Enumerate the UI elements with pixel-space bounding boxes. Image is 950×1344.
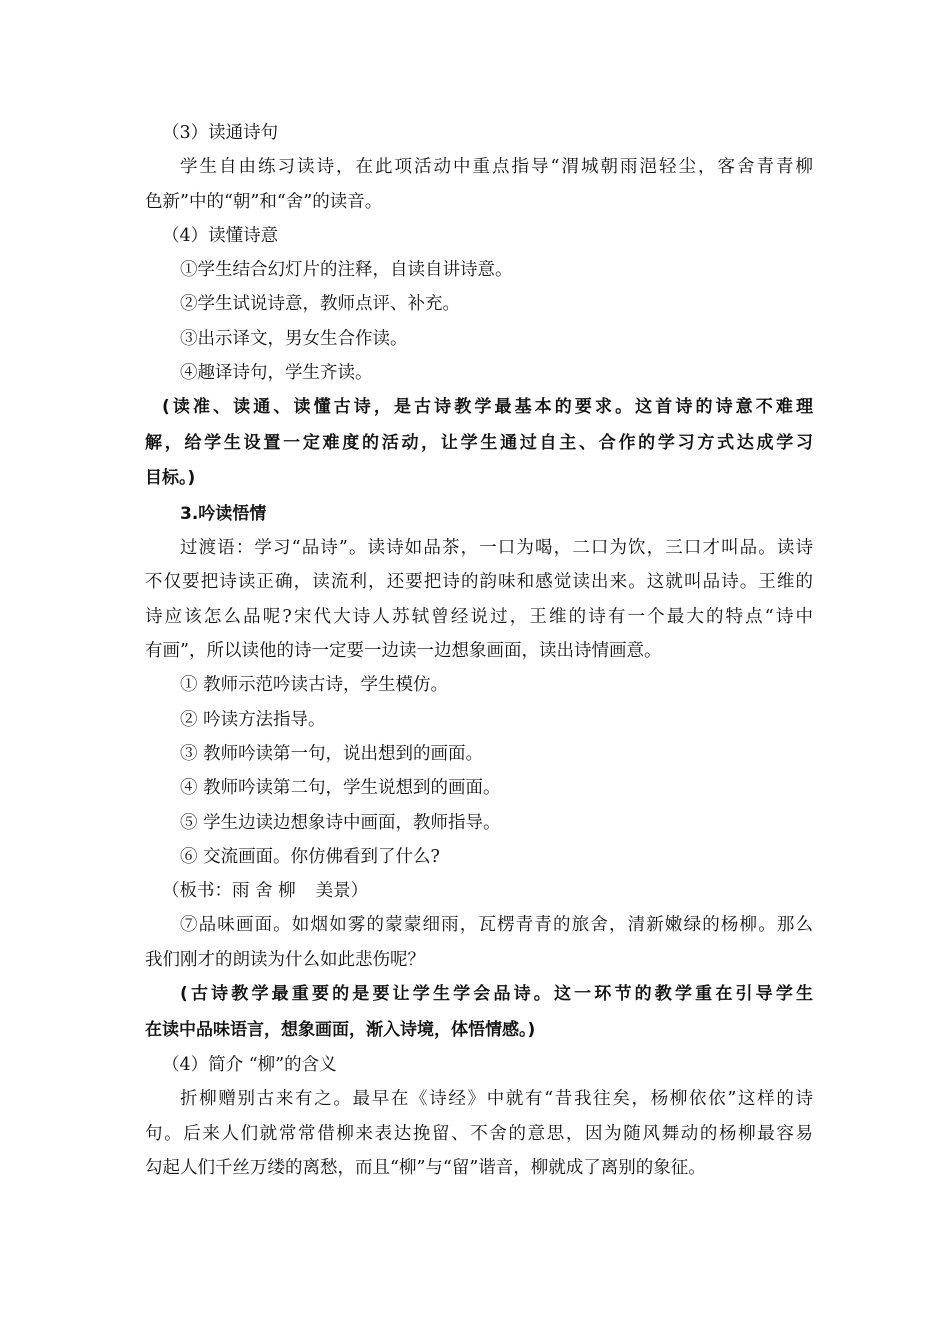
list-item: ②学生试说诗意，教师点评、补充。 bbox=[180, 294, 460, 315]
section-heading-understand: （4）读懂诗意 bbox=[162, 225, 279, 246]
paragraph-line: 勾起人们千丝万缕的离愁，而且“柳”与“留”谐音，柳就成了离别的象征。 bbox=[145, 1157, 706, 1178]
list-item: ④趣译诗句，学生齐读。 bbox=[180, 363, 373, 384]
section-heading-read-through: （3）读通诗句 bbox=[162, 123, 279, 143]
list-item: ①学生结合幻灯片的注释，自读自讲诗意。 bbox=[180, 260, 513, 281]
paragraph-line: 诗应该怎么品呢?宋代大诗人苏轼曾经说过，王维的诗有一个最大的特点“诗中 bbox=[145, 606, 813, 627]
teaching-note-line: 目标。) bbox=[145, 468, 196, 489]
paragraph-line: 学生自由练习读诗，在此项活动中重点指导“渭城朝雨浥轻尘，客舍青青柳 bbox=[180, 157, 813, 178]
paragraph-line: 折柳赠别古来有之。最早在《诗经》中就有“昔我往矣，杨柳依依”这样的诗 bbox=[180, 1089, 813, 1110]
paragraph-line: 句。后来人们就常常借柳来表达挽留、不舍的意思，因为随风舞动的杨柳最容易 bbox=[145, 1123, 813, 1144]
paragraph-line: 有画”，所以读他的诗一定要一边读一边想象画面，读出诗情画意。 bbox=[145, 641, 662, 662]
list-item: ④ 教师吟读第二句，学生说想到的画面。 bbox=[180, 778, 501, 799]
blackboard-note bbox=[145, 874, 813, 908]
list-item: ③出示译文，男女生合作读。 bbox=[180, 328, 408, 349]
paragraph-line: 我们刚才的朗读为什么如此悲伤呢？ bbox=[145, 949, 425, 970]
list-item: ⑥ 交流画面。你仿佛看到了什么? bbox=[180, 846, 440, 867]
document-page bbox=[145, 116, 813, 1185]
teaching-note-line: (古诗教学最重要的是要让学生学会品诗。这一环节的教学重在引导学生 bbox=[180, 984, 813, 1005]
section-heading-willow: （4）简介 “柳”的含义 bbox=[162, 1055, 337, 1076]
list-item: ③ 教师吟读第一句，说出想到的画面。 bbox=[180, 743, 484, 764]
blackboard-note-words: （板书：雨 舍 柳 bbox=[162, 881, 296, 902]
list-item: ② 吟读方法指导。 bbox=[180, 709, 326, 730]
teaching-note-line: 解，给学生设置一定难度的活动，让学生通过自主、合作的学习方式达成学习 bbox=[145, 432, 813, 453]
paragraph-line: 色新”中的“朝”和“舍”的读音。 bbox=[145, 191, 383, 212]
blackboard-note-summary: 美景） bbox=[315, 881, 369, 902]
section-heading-recite: 3.吟读悟情 bbox=[180, 503, 267, 524]
list-item: ⑦品味画面。如烟如雾的蒙蒙细雨，瓦楞青青的旅舍，清新嫩绿的杨柳。那么 bbox=[180, 915, 813, 936]
list-item: ① 教师示范吟读古诗，学生模仿。 bbox=[180, 675, 449, 696]
teaching-note-line: 在读中品味语言，想象画面，渐入诗境，体悟情感。) bbox=[145, 1019, 536, 1040]
teaching-note-line: (读准、读通、读懂古诗，是古诗教学最基本的要求。这首诗的诗意不难理 bbox=[162, 397, 813, 418]
list-item: ⑤ 学生边读边想象诗中画面，教师指导。 bbox=[180, 812, 501, 833]
paragraph-line: 过渡语：学习“品诗”。读诗如品茶，一口为喝，二口为饮，三口才叫品。读诗 bbox=[180, 538, 813, 559]
paragraph-line: 不仅要把诗读正确，读流利，还要把诗的韵味和感觉读出来。这就叫品诗。王维的 bbox=[145, 572, 813, 593]
